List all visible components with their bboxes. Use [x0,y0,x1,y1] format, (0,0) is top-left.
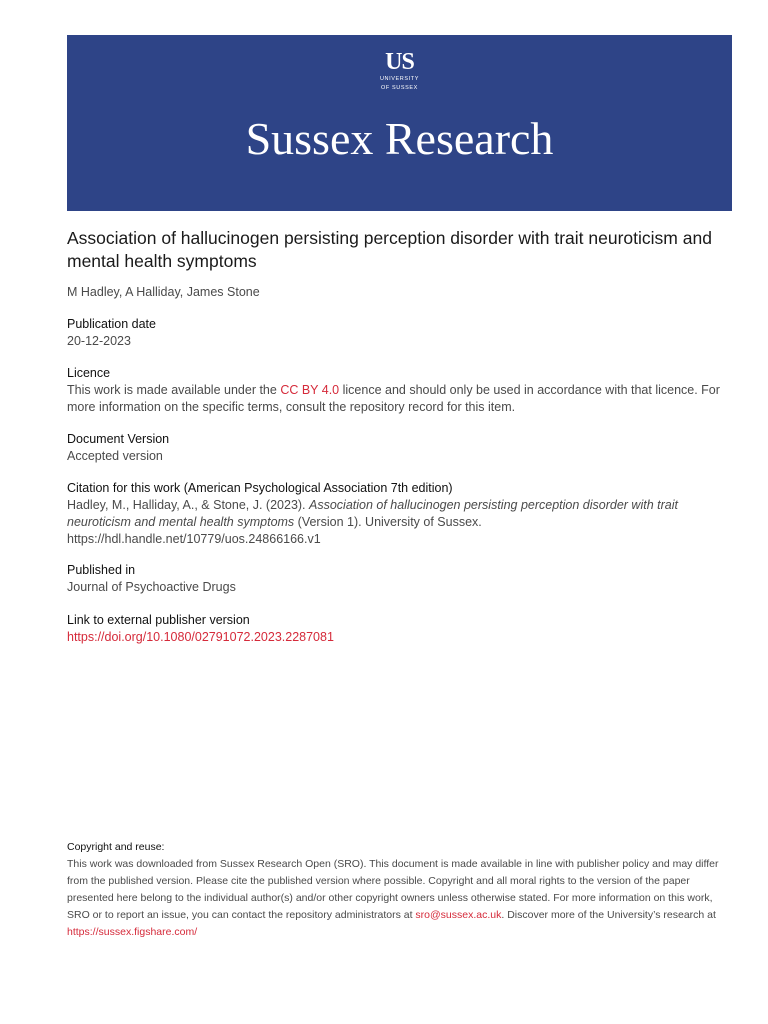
external-publisher-link[interactable]: https://doi.org/10.1080/02791072.2023.2287081 [67,630,334,644]
external-link-section [67,612,727,646]
banner-title: Sussex Research [245,113,554,164]
external-link-label: Link to external publisher version [67,613,250,627]
copyright-label: Copyright and reuse: [67,841,165,853]
licence-text-after: licence and should only be used in accordance with that licence. For more information on the specific terms, consult the repository record for this item. [67,383,720,414]
copyright-text-2: . Discover more of the University’s research at [501,909,716,921]
citation-text [67,497,727,548]
licence-text [67,382,727,416]
citation-prefix: Hadley, M., Halliday, A., & Stone, J. (2023). [67,498,310,512]
sro-email-link[interactable]: sro@sussex.ac.uk [415,909,502,921]
licence-section [67,365,727,416]
published-in-value: Journal of Psychoactive Drugs [67,580,236,594]
published-in-section [67,562,727,596]
citation-italic-title: Association of hallucinogen persisting perception disorder with trait neuroticism and mental health symptoms [67,498,678,529]
publication-date-value: 20-12-2023 [67,334,131,348]
licence-text-before: This work is made available under the [67,383,281,397]
publication-date-section [67,316,727,350]
licence-label: Licence [67,366,111,380]
university-logo [67,50,732,91]
copyright-text [67,856,732,941]
document-version-value: Accepted version [67,449,163,463]
cc-by-link[interactable]: CC BY 4.0 [280,383,340,397]
figshare-link[interactable]: https://sussex.figshare.com/ [67,926,198,938]
paper-authors: M Hadley, A Halliday, James Stone [67,285,260,299]
logo-mark: US [385,49,414,75]
header-banner [67,35,732,211]
document-version-section [67,431,727,465]
citation-suffix: (Version 1). University of Sussex. [294,515,482,529]
copyright-text-1: This work was downloaded from Sussex Research Open (SRO). This document is made available in line with publisher policy and may differ from the published version. Please cite the published version where possible. Copyright and all moral rights to the version of the paper presented here belong to the individual author(s) and/or other copyright owners unless otherwise stated. For more information on this work, SRO or to report an issue, you can contact the repository administrators at [67,858,719,921]
paper-title: Association of hallucinogen persisting perception disorder with trait neuroticism and mental health symptoms [67,228,712,271]
publication-date-label: Publication date [67,317,156,331]
document-version-label: Document Version [67,432,170,446]
citation-label: Citation for this work (American Psychological Association 7th edition) [67,481,453,495]
published-in-label: Published in [67,563,136,577]
copyright-footer [67,840,732,941]
logo-line-1: UNIVERSITY [379,76,419,82]
citation-section [67,480,727,548]
logo-line-2: OF SUSSEX [381,84,418,91]
citation-handle: https://hdl.handle.net/10779/uos.24866166.v1 [67,532,321,546]
